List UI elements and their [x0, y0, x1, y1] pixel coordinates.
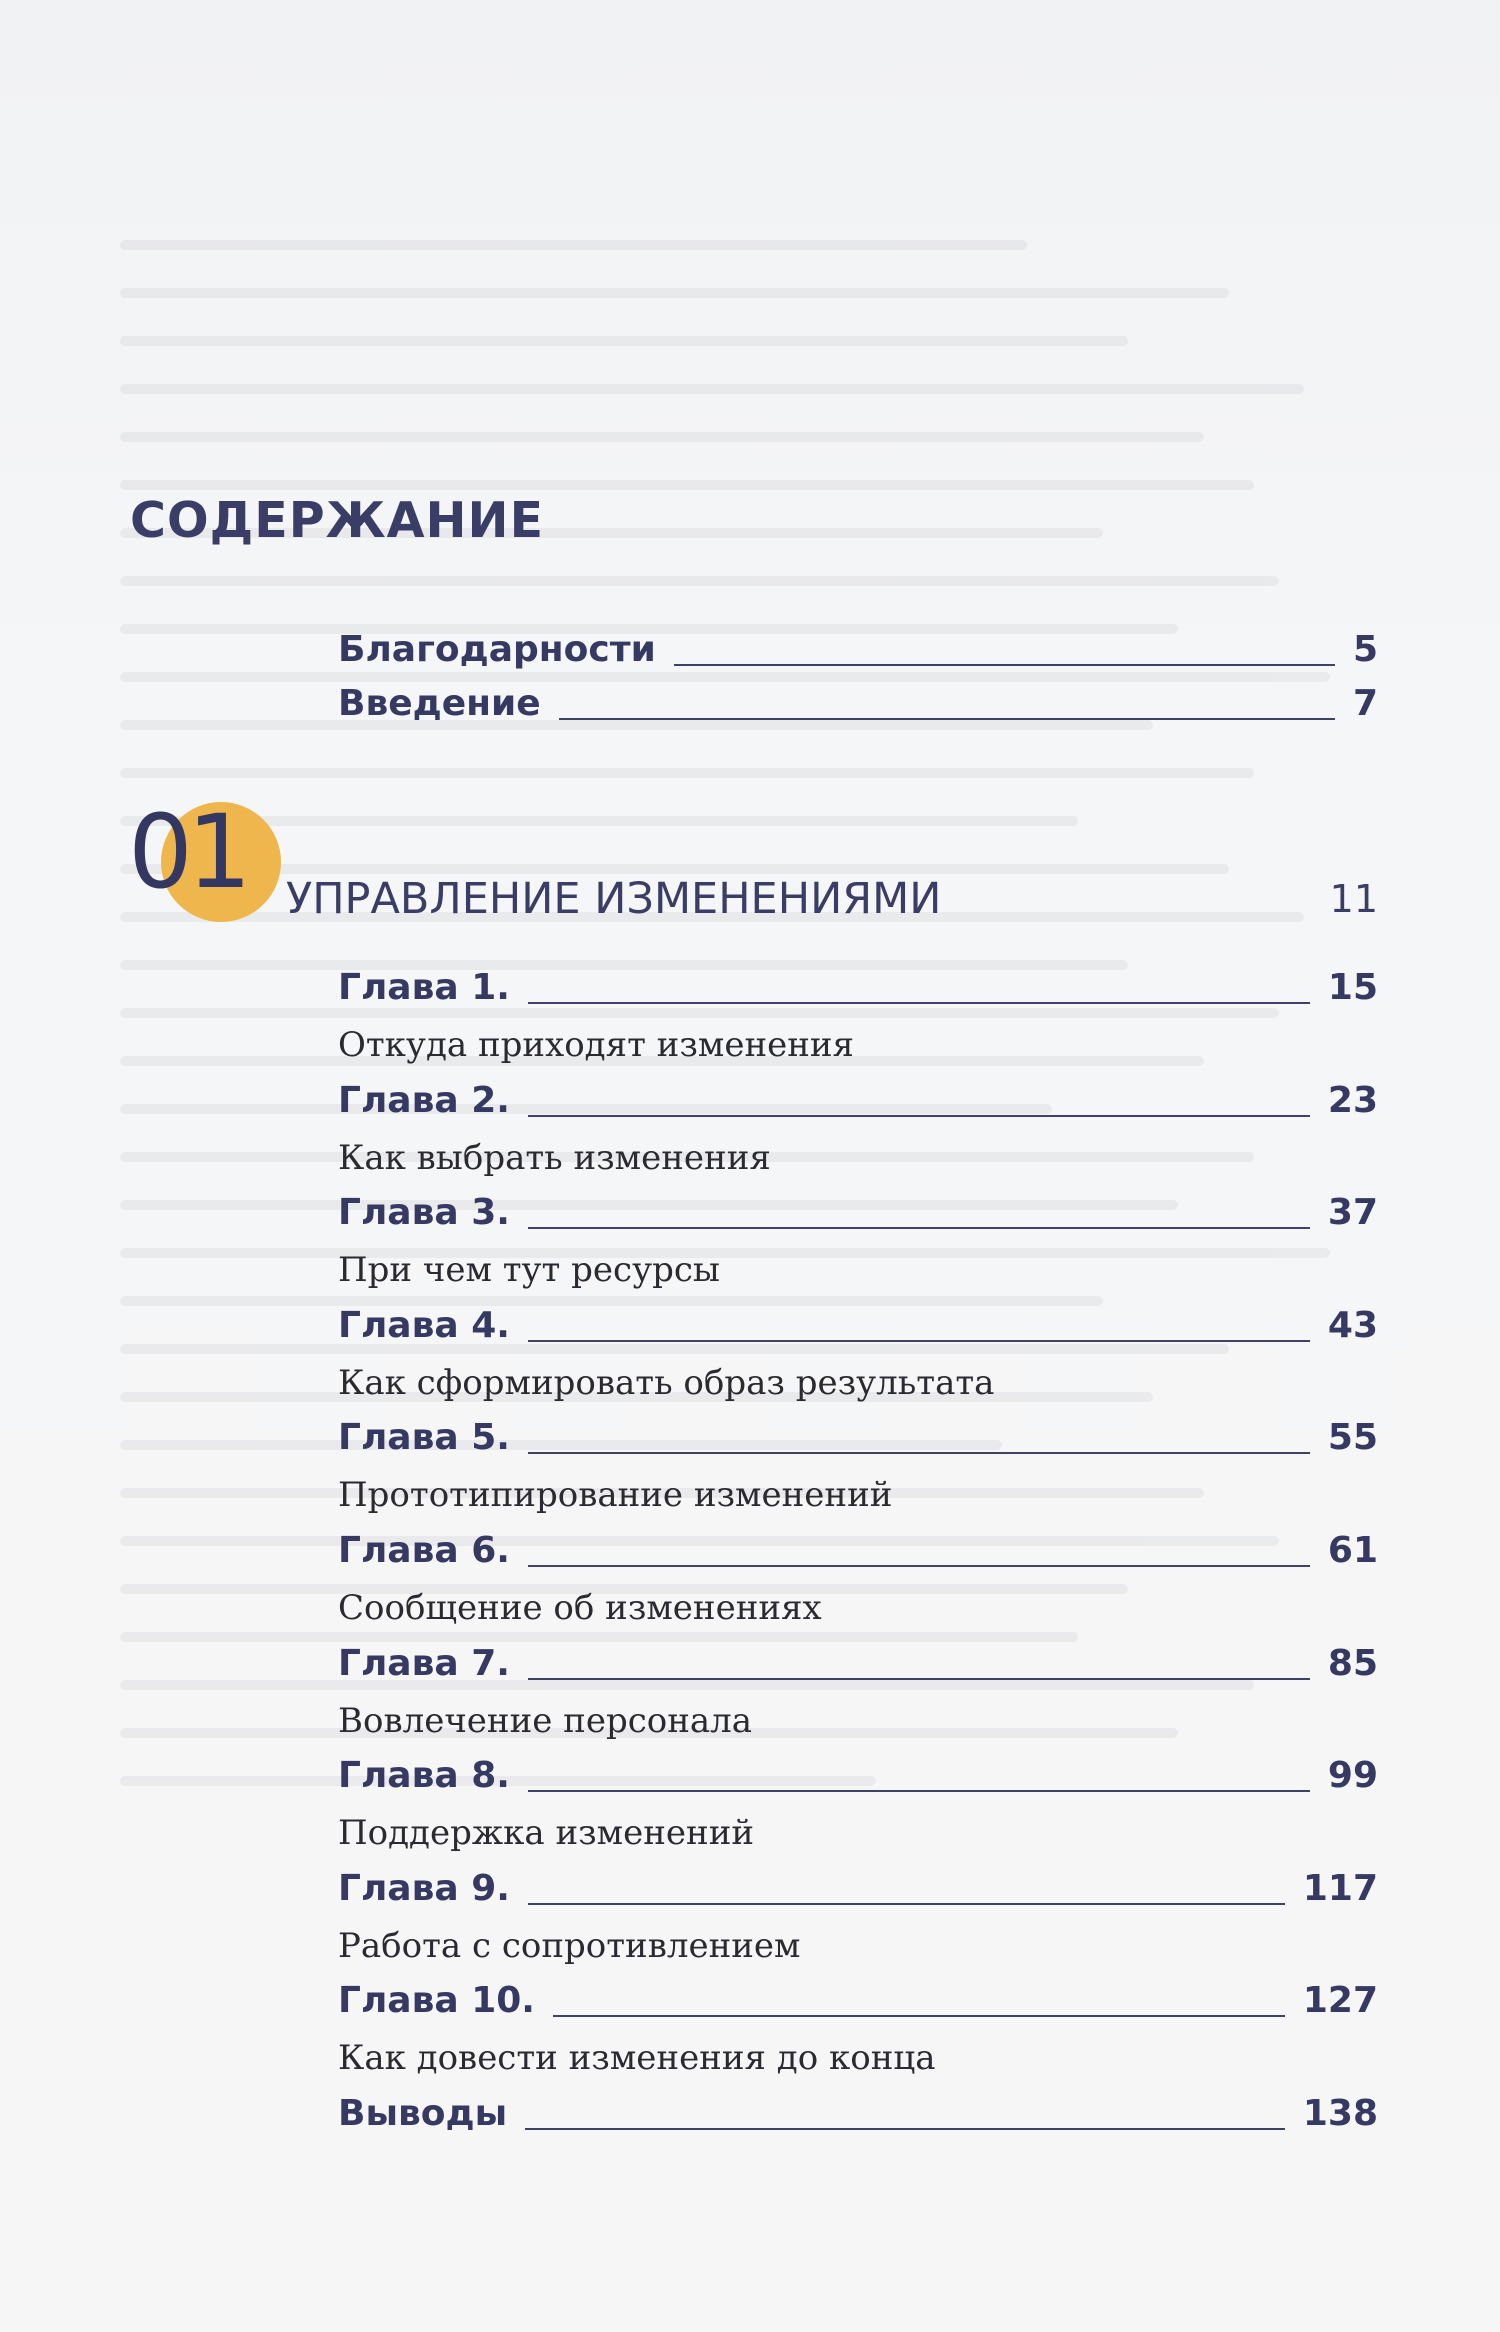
conclusion-entry-leader-line	[525, 2128, 1285, 2130]
chapter-entry-label: Глава 4.	[338, 1304, 510, 1346]
chapter-entry-leader-line	[528, 1678, 1310, 1680]
toc-title: СОДЕРЖАНИЕ	[130, 492, 545, 549]
chapter-subtitle: Вовлечение персонала	[338, 1700, 753, 1741]
chapter-entry	[338, 1063, 1378, 1123]
chapter-subtitle: Как сформировать образ результата	[338, 1362, 995, 1403]
chapter-entry-leader-line	[528, 1565, 1310, 1567]
part-title: УПРАВЛЕНИЕ ИЗМЕНЕНИЯМИ	[286, 874, 942, 924]
chapter-entry-leader-line	[528, 1340, 1310, 1342]
toc-entry	[338, 666, 1378, 726]
chapter-entry	[338, 1851, 1378, 1911]
chapter-entry-page-number: 99	[1327, 1755, 1378, 1797]
chapter-entry-label: Глава 9.	[338, 1867, 510, 1909]
chapter-entry-label: Глава 1.	[338, 967, 510, 1008]
chapter-subtitle: Откуда приходят изменения	[338, 1025, 855, 1065]
chapter-entry-label: Глава 2.	[338, 1079, 510, 1121]
chapter-entry-page-number: 43	[1327, 1304, 1378, 1346]
toc-entry-label: Благодарности	[338, 629, 656, 670]
chapter-entry-page-number: 127	[1302, 1980, 1378, 2022]
chapter-entry-page-number: 15	[1327, 967, 1378, 1008]
chapter-subtitle: Работа с сопротивлением	[338, 1925, 801, 1966]
chapter-entry	[338, 1963, 1378, 2023]
toc-entry-page-number: 5	[1352, 629, 1378, 670]
chapter-subtitle: Как довести изменения до конца	[338, 2038, 936, 2079]
chapter-entry-label: Глава 10.	[338, 1980, 535, 2022]
chapter-subtitle: Как выбрать изменения	[338, 1137, 771, 1178]
toc-entry	[338, 612, 1378, 672]
chapter-entry-leader-line	[528, 1227, 1310, 1229]
chapter-entry-page-number: 55	[1327, 1417, 1378, 1459]
conclusion-entry-label: Выводы	[338, 2093, 508, 2134]
chapter-entry-leader-line	[553, 2015, 1285, 2017]
chapter-entry-label: Глава 8.	[338, 1755, 510, 1797]
chapter-entry-label: Глава 3.	[338, 1192, 510, 1234]
chapter-entry-leader-line	[528, 1452, 1310, 1454]
conclusion-entry	[338, 2076, 1378, 2136]
chapter-subtitle: При чем тут ресурсы	[338, 1250, 720, 1291]
chapter-entry	[338, 1175, 1378, 1235]
chapter-entry-leader-line	[528, 1903, 1285, 1905]
chapter-entry-label: Глава 5.	[338, 1417, 510, 1459]
chapter-entry-page-number: 61	[1327, 1530, 1378, 1571]
chapter-entry-leader-line	[528, 1115, 1310, 1117]
chapter-entry	[338, 1288, 1378, 1348]
chapter-entry-page-number: 85	[1327, 1642, 1378, 1684]
toc-entry-leader-line	[559, 718, 1335, 720]
chapter-entry	[338, 1738, 1378, 1798]
chapter-subtitle: Сообщение об изменениях	[338, 1588, 822, 1628]
chapter-entry-page-number: 117	[1302, 1867, 1378, 1909]
chapter-entry	[338, 1626, 1378, 1686]
chapter-subtitle: Прототипирование изменений	[338, 1475, 893, 1516]
part-heading	[128, 793, 1378, 930]
toc-entry-page-number: 7	[1352, 683, 1378, 724]
part-page-number: 11	[1329, 877, 1378, 921]
chapter-entry-leader-line	[528, 1002, 1310, 1004]
conclusion-entry-page-number: 138	[1302, 2093, 1378, 2134]
chapter-entry-page-number: 37	[1327, 1192, 1378, 1234]
toc-entry-label: Введение	[338, 683, 541, 724]
chapter-entry-label: Глава 7.	[338, 1642, 510, 1684]
chapter-entry	[338, 1513, 1378, 1573]
chapter-entry-page-number: 23	[1327, 1079, 1378, 1121]
chapter-subtitle: Поддержка изменений	[338, 1813, 755, 1854]
chapter-entry	[338, 1400, 1378, 1460]
chapter-entry-leader-line	[528, 1790, 1310, 1792]
part-number: 01	[128, 793, 246, 912]
chapter-entry-label: Глава 6.	[338, 1530, 510, 1571]
chapter-entry	[338, 950, 1378, 1010]
